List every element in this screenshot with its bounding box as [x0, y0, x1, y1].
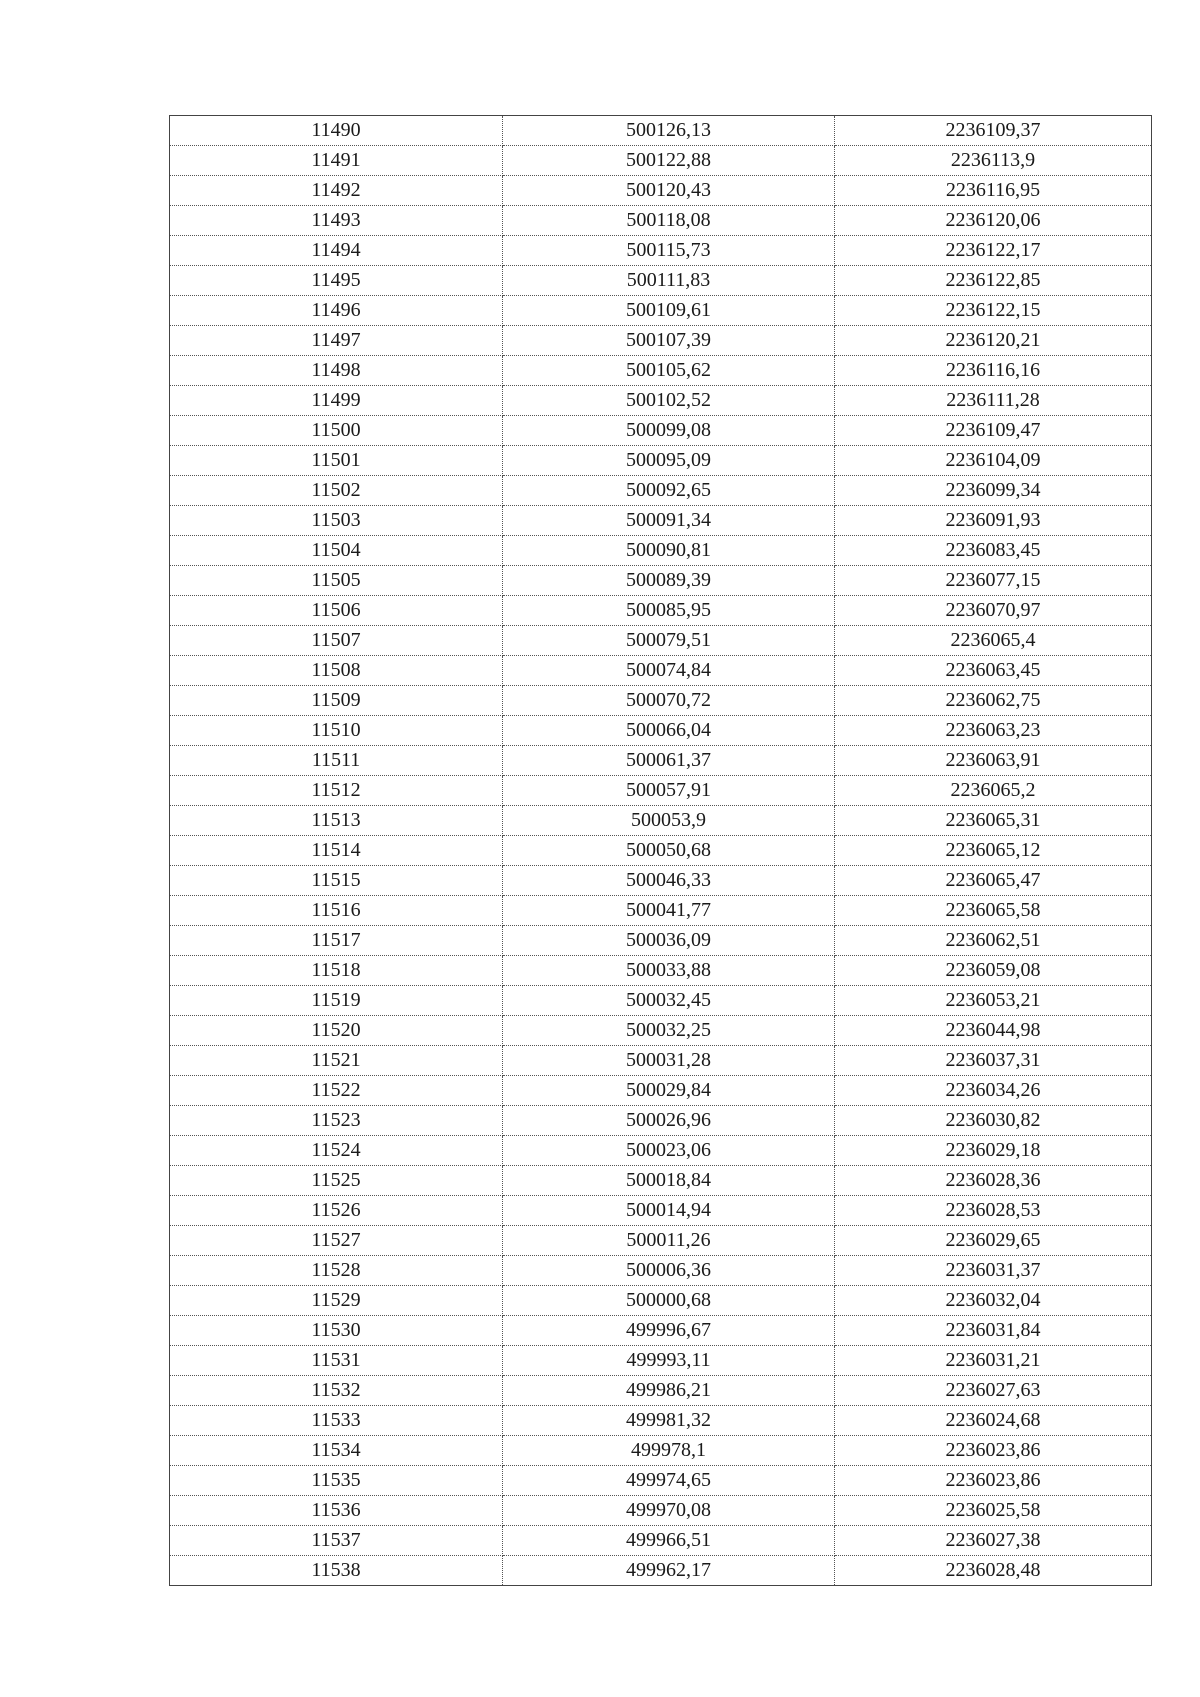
y-coordinate-cell: 2236104,09 [835, 446, 1152, 476]
table-row [170, 866, 1152, 896]
point-number-cell: 11531 [170, 1346, 503, 1376]
table-row [170, 956, 1152, 986]
table-row [170, 416, 1152, 446]
x-coordinate-cell: 499993,11 [503, 1346, 835, 1376]
point-number-cell: 11500 [170, 416, 503, 446]
point-number-cell: 11530 [170, 1316, 503, 1346]
x-coordinate-cell: 500090,81 [503, 536, 835, 566]
point-number-cell: 11526 [170, 1196, 503, 1226]
table-row [170, 986, 1152, 1016]
x-coordinate-cell: 500074,84 [503, 656, 835, 686]
table-row [170, 596, 1152, 626]
y-coordinate-cell: 2236065,2 [835, 776, 1152, 806]
y-coordinate-cell: 2236111,28 [835, 386, 1152, 416]
table-row [170, 296, 1152, 326]
y-coordinate-cell: 2236109,47 [835, 416, 1152, 446]
table-row [170, 236, 1152, 266]
point-number-cell: 11532 [170, 1376, 503, 1406]
point-number-cell: 11528 [170, 1256, 503, 1286]
x-coordinate-cell: 500006,36 [503, 1256, 835, 1286]
point-number-cell: 11498 [170, 356, 503, 386]
point-number-cell: 11492 [170, 176, 503, 206]
table-row [170, 1256, 1152, 1286]
point-number-cell: 11497 [170, 326, 503, 356]
point-number-cell: 11509 [170, 686, 503, 716]
y-coordinate-cell: 2236122,17 [835, 236, 1152, 266]
x-coordinate-cell: 499978,1 [503, 1436, 835, 1466]
table-row [170, 386, 1152, 416]
x-coordinate-cell: 499966,51 [503, 1526, 835, 1556]
x-coordinate-cell: 500120,43 [503, 176, 835, 206]
table-row [170, 356, 1152, 386]
y-coordinate-cell: 2236034,26 [835, 1076, 1152, 1106]
x-coordinate-cell: 499970,08 [503, 1496, 835, 1526]
table-row [170, 746, 1152, 776]
table-row [170, 1526, 1152, 1556]
table-row [170, 776, 1152, 806]
y-coordinate-cell: 2236059,08 [835, 956, 1152, 986]
y-coordinate-cell: 2236031,37 [835, 1256, 1152, 1286]
x-coordinate-cell: 500109,61 [503, 296, 835, 326]
point-number-cell: 11524 [170, 1136, 503, 1166]
point-number-cell: 11520 [170, 1016, 503, 1046]
table-row [170, 1316, 1152, 1346]
point-number-cell: 11496 [170, 296, 503, 326]
y-coordinate-cell: 2236029,18 [835, 1136, 1152, 1166]
point-number-cell: 11505 [170, 566, 503, 596]
point-number-cell: 11521 [170, 1046, 503, 1076]
x-coordinate-cell: 500066,04 [503, 716, 835, 746]
table-row [170, 686, 1152, 716]
x-coordinate-cell: 500026,96 [503, 1106, 835, 1136]
point-number-cell: 11503 [170, 506, 503, 536]
y-coordinate-cell: 2236122,85 [835, 266, 1152, 296]
x-coordinate-cell: 500091,34 [503, 506, 835, 536]
x-coordinate-cell: 499986,21 [503, 1376, 835, 1406]
point-number-cell: 11493 [170, 206, 503, 236]
y-coordinate-cell: 2236028,53 [835, 1196, 1152, 1226]
y-coordinate-cell: 2236044,98 [835, 1016, 1152, 1046]
x-coordinate-cell: 500018,84 [503, 1166, 835, 1196]
y-coordinate-cell: 2236077,15 [835, 566, 1152, 596]
y-coordinate-cell: 2236099,34 [835, 476, 1152, 506]
point-number-cell: 11512 [170, 776, 503, 806]
y-coordinate-cell: 2236025,58 [835, 1496, 1152, 1526]
x-coordinate-cell: 500053,9 [503, 806, 835, 836]
table-row [170, 476, 1152, 506]
x-coordinate-cell: 500000,68 [503, 1286, 835, 1316]
point-number-cell: 11502 [170, 476, 503, 506]
y-coordinate-cell: 2236120,06 [835, 206, 1152, 236]
x-coordinate-cell: 499962,17 [503, 1556, 835, 1586]
x-coordinate-cell: 500095,09 [503, 446, 835, 476]
x-coordinate-cell: 500036,09 [503, 926, 835, 956]
y-coordinate-cell: 2236027,38 [835, 1526, 1152, 1556]
table-row [170, 1376, 1152, 1406]
y-coordinate-cell: 2236065,4 [835, 626, 1152, 656]
table-row [170, 446, 1152, 476]
y-coordinate-cell: 2236028,48 [835, 1556, 1152, 1586]
y-coordinate-cell: 2236037,31 [835, 1046, 1152, 1076]
y-coordinate-cell: 2236120,21 [835, 326, 1152, 356]
table-row [170, 656, 1152, 686]
x-coordinate-cell: 499981,32 [503, 1406, 835, 1436]
x-coordinate-cell: 500014,94 [503, 1196, 835, 1226]
x-coordinate-cell: 500033,88 [503, 956, 835, 986]
point-number-cell: 11538 [170, 1556, 503, 1586]
x-coordinate-cell: 500070,72 [503, 686, 835, 716]
point-number-cell: 11491 [170, 146, 503, 176]
point-number-cell: 11536 [170, 1496, 503, 1526]
x-coordinate-cell: 500085,95 [503, 596, 835, 626]
y-coordinate-cell: 2236053,21 [835, 986, 1152, 1016]
point-number-cell: 11525 [170, 1166, 503, 1196]
table-row [170, 206, 1152, 236]
y-coordinate-cell: 2236063,91 [835, 746, 1152, 776]
y-coordinate-cell: 2236116,16 [835, 356, 1152, 386]
table-row [170, 716, 1152, 746]
table-row [170, 566, 1152, 596]
x-coordinate-cell: 499996,67 [503, 1316, 835, 1346]
coordinates-table [169, 115, 1152, 1586]
table-row [170, 506, 1152, 536]
y-coordinate-cell: 2236065,58 [835, 896, 1152, 926]
table-row [170, 266, 1152, 296]
table-row [170, 536, 1152, 566]
table-row [170, 1556, 1152, 1586]
x-coordinate-cell: 500107,39 [503, 326, 835, 356]
table-row [170, 896, 1152, 926]
point-number-cell: 11523 [170, 1106, 503, 1136]
x-coordinate-cell: 500032,25 [503, 1016, 835, 1046]
table-row [170, 926, 1152, 956]
y-coordinate-cell: 2236122,15 [835, 296, 1152, 326]
y-coordinate-cell: 2236065,47 [835, 866, 1152, 896]
point-number-cell: 11534 [170, 1436, 503, 1466]
x-coordinate-cell: 500011,26 [503, 1226, 835, 1256]
x-coordinate-cell: 500102,52 [503, 386, 835, 416]
point-number-cell: 11527 [170, 1226, 503, 1256]
y-coordinate-cell: 2236116,95 [835, 176, 1152, 206]
point-number-cell: 11504 [170, 536, 503, 566]
point-number-cell: 11490 [170, 116, 503, 146]
x-coordinate-cell: 500099,08 [503, 416, 835, 446]
table-row [170, 626, 1152, 656]
table-row [170, 146, 1152, 176]
y-coordinate-cell: 2236070,97 [835, 596, 1152, 626]
y-coordinate-cell: 2236091,93 [835, 506, 1152, 536]
y-coordinate-cell: 2236031,21 [835, 1346, 1152, 1376]
y-coordinate-cell: 2236028,36 [835, 1166, 1152, 1196]
point-number-cell: 11518 [170, 956, 503, 986]
point-number-cell: 11495 [170, 266, 503, 296]
point-number-cell: 11511 [170, 746, 503, 776]
x-coordinate-cell: 500046,33 [503, 866, 835, 896]
x-coordinate-cell: 500126,13 [503, 116, 835, 146]
table-row [170, 176, 1152, 206]
x-coordinate-cell: 500057,91 [503, 776, 835, 806]
table-row [170, 1136, 1152, 1166]
point-number-cell: 11510 [170, 716, 503, 746]
y-coordinate-cell: 2236062,51 [835, 926, 1152, 956]
x-coordinate-cell: 500032,45 [503, 986, 835, 1016]
x-coordinate-cell: 499974,65 [503, 1466, 835, 1496]
point-number-cell: 11533 [170, 1406, 503, 1436]
y-coordinate-cell: 2236030,82 [835, 1106, 1152, 1136]
y-coordinate-cell: 2236023,86 [835, 1436, 1152, 1466]
table-row [170, 1496, 1152, 1526]
point-number-cell: 11529 [170, 1286, 503, 1316]
y-coordinate-cell: 2236027,63 [835, 1376, 1152, 1406]
y-coordinate-cell: 2236063,23 [835, 716, 1152, 746]
point-number-cell: 11535 [170, 1466, 503, 1496]
table-row [170, 1166, 1152, 1196]
table-row [170, 326, 1152, 356]
y-coordinate-cell: 2236032,04 [835, 1286, 1152, 1316]
y-coordinate-cell: 2236024,68 [835, 1406, 1152, 1436]
x-coordinate-cell: 500115,73 [503, 236, 835, 266]
y-coordinate-cell: 2236113,9 [835, 146, 1152, 176]
x-coordinate-cell: 500050,68 [503, 836, 835, 866]
x-coordinate-cell: 500023,06 [503, 1136, 835, 1166]
table-row [170, 1016, 1152, 1046]
x-coordinate-cell: 500031,28 [503, 1046, 835, 1076]
y-coordinate-cell: 2236029,65 [835, 1226, 1152, 1256]
point-number-cell: 11507 [170, 626, 503, 656]
x-coordinate-cell: 500061,37 [503, 746, 835, 776]
table-row [170, 1436, 1152, 1466]
x-coordinate-cell: 500079,51 [503, 626, 835, 656]
point-number-cell: 11494 [170, 236, 503, 266]
y-coordinate-cell: 2236065,31 [835, 806, 1152, 836]
table-row [170, 1076, 1152, 1106]
y-coordinate-cell: 2236083,45 [835, 536, 1152, 566]
x-coordinate-cell: 500041,77 [503, 896, 835, 926]
table-row [170, 836, 1152, 866]
x-coordinate-cell: 500111,83 [503, 266, 835, 296]
table-row [170, 1196, 1152, 1226]
table-row [170, 1106, 1152, 1136]
point-number-cell: 11519 [170, 986, 503, 1016]
y-coordinate-cell: 2236063,45 [835, 656, 1152, 686]
y-coordinate-cell: 2236065,12 [835, 836, 1152, 866]
point-number-cell: 11517 [170, 926, 503, 956]
table-row [170, 1466, 1152, 1496]
x-coordinate-cell: 500092,65 [503, 476, 835, 506]
point-number-cell: 11499 [170, 386, 503, 416]
table-row [170, 1286, 1152, 1316]
x-coordinate-cell: 500089,39 [503, 566, 835, 596]
point-number-cell: 11506 [170, 596, 503, 626]
point-number-cell: 11522 [170, 1076, 503, 1106]
x-coordinate-cell: 500118,08 [503, 206, 835, 236]
x-coordinate-cell: 500122,88 [503, 146, 835, 176]
point-number-cell: 11508 [170, 656, 503, 686]
point-number-cell: 11514 [170, 836, 503, 866]
y-coordinate-cell: 2236031,84 [835, 1316, 1152, 1346]
y-coordinate-cell: 2236109,37 [835, 116, 1152, 146]
point-number-cell: 11515 [170, 866, 503, 896]
x-coordinate-cell: 500105,62 [503, 356, 835, 386]
coordinates-table-body [170, 116, 1152, 1586]
table-row [170, 1406, 1152, 1436]
x-coordinate-cell: 500029,84 [503, 1076, 835, 1106]
y-coordinate-cell: 2236023,86 [835, 1466, 1152, 1496]
point-number-cell: 11537 [170, 1526, 503, 1556]
point-number-cell: 11501 [170, 446, 503, 476]
point-number-cell: 11513 [170, 806, 503, 836]
table-row [170, 116, 1152, 146]
table-row [170, 806, 1152, 836]
y-coordinate-cell: 2236062,75 [835, 686, 1152, 716]
point-number-cell: 11516 [170, 896, 503, 926]
table-row [170, 1346, 1152, 1376]
table-row [170, 1046, 1152, 1076]
table-row [170, 1226, 1152, 1256]
